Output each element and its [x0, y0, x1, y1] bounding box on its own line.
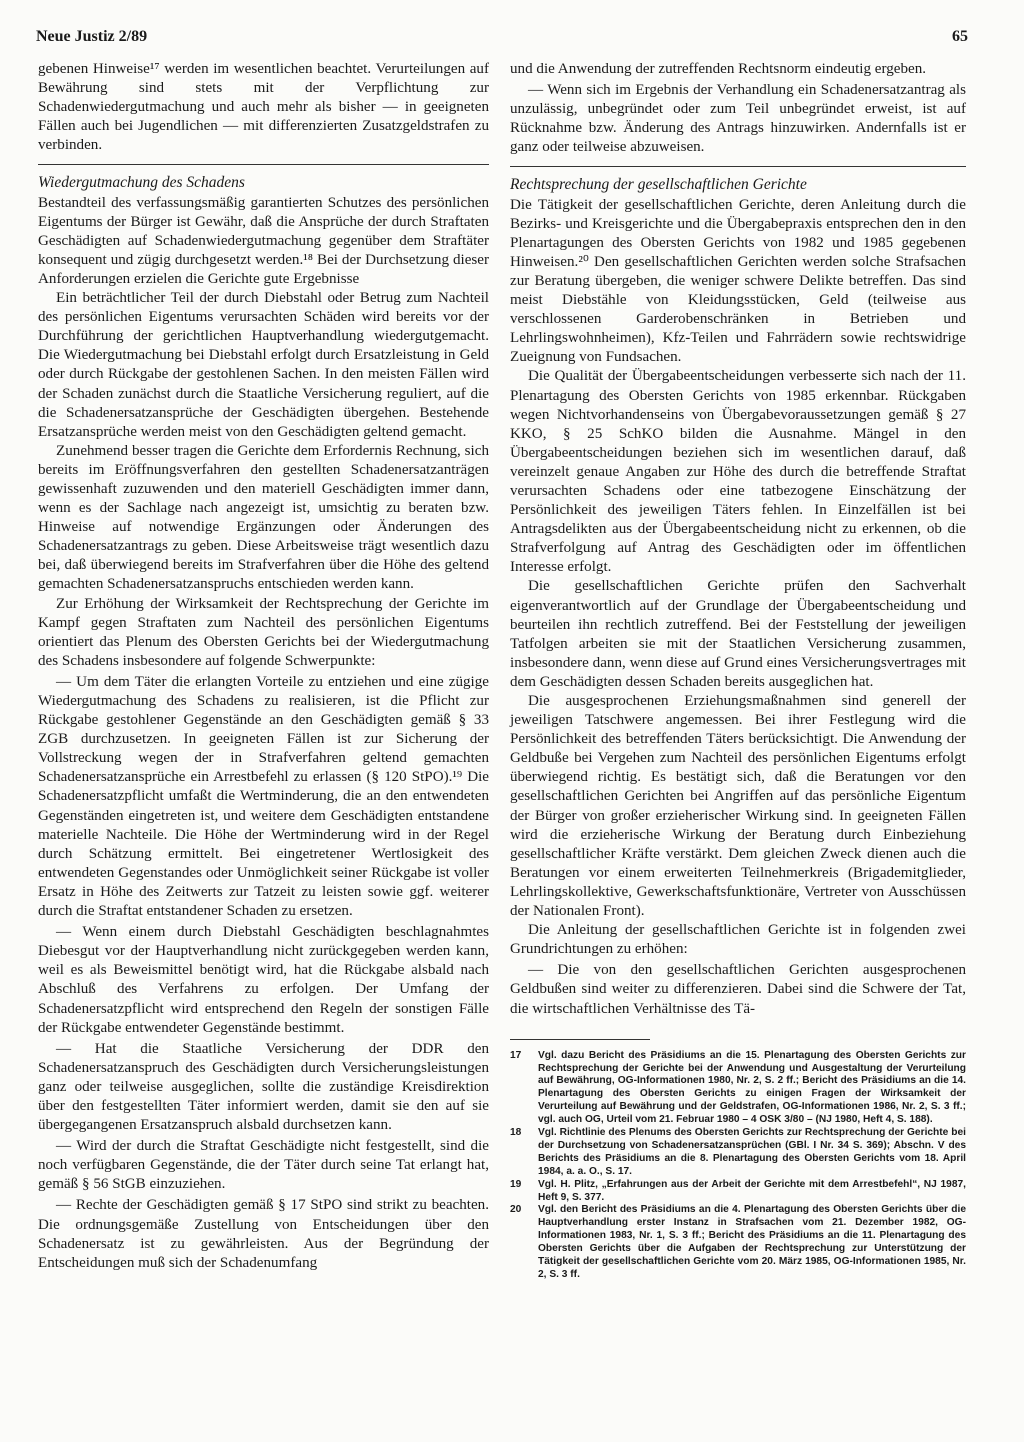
body-paragraph: Ein beträchtlicher Teil der durch Diebstahl oder Betrug zum Nachteil des persönlichen Eigentums verursachten Schäden wird bereits vor der Durchführung der gerichtlichen Hauptverhandlung wiedergutgemacht. Die Wiedergutmachung bei Diebstahl erfolgt durch Ersatzleistung in Geld oder durch Rückgabe der gestohlenen Sachen. In den meisten Fällen wird der Schaden zunächst durch die Staatliche Versicherung reguliert, auf die die Schadenersatzansprüche der Geschädigten übergehen. Bestehende Ersatzansprüche werden meist von den Geschädigten geltend gemacht.: [38, 290, 489, 440]
section-heading: Rechtsprechung der gesellschaftlichen Gerichte: [510, 176, 807, 194]
section-divider: [510, 166, 966, 167]
footnote-number: 20: [510, 1204, 522, 1216]
dash-item: — Hat die Staatliche Versicherung der DDR den Schadenersatzanspruch des Geschädigten durch Versicherungsleistungen ganz oder teilweise ausgeglichen, sollte die zuständige Kreisdirektion über den festgestellten Täter informiert werden, damit sie den auf sie übergegangenen Ersatzanspruch alsbald durchsetzen kann.: [38, 1040, 489, 1134]
footnote-text: Vgl. H. Plitz, „Erfahrungen aus der Arbeit der Gerichte mit dem Arrestbefehl“, NJ 1987, Heft 9, S. 377.: [538, 1178, 966, 1203]
left-column: [38, 60, 489, 1273]
dash-item: — Die von den gesellschaftlichen Gerichten ausgesprochenen Geldbußen sind weiter zu differenzieren. Dabei sind die Schwere der Tat, die wirtschaftlichen Verhältnisse des Tä-: [510, 962, 966, 1017]
footnote-number: 19: [510, 1178, 522, 1190]
footnote: [510, 1127, 966, 1179]
page-number: 65: [952, 28, 968, 45]
body-paragraph: Die gesellschaftlichen Gerichte prüfen den Sachverhalt eigenverantwortlich auf der Grundlage der Übergabeentscheidung und beurteilen ihn rechtlich zutreffend. Bei der Feststellung der jeweiligen Tatfolgen arbeiten sie mit der Staatlichen Versicherung zusammen, insbesondere dann, wenn diese auf Grund eines Versicherungsvertrages mit dem Geschädigten dessen Schaden bereits ausgeglichen hat.: [510, 578, 966, 690]
footnote-number: 17: [510, 1049, 522, 1061]
body-paragraph: Die Anleitung der gesellschaftlichen Gerichte ist in folgenden zwei Grundrichtungen zu erhöhen:: [510, 922, 966, 958]
footnote-text: Vgl. den Bericht des Präsidiums an die 4. Plenartagung des Obersten Gerichts über die Hauptverhandlung erster Instanz in Strafsachen vom 21. Dezember 1982, OG-Informationen 1983, Nr. 1, S. 3 ff.; Bericht des Präsidiums an die 11. Plenartagung des Obersten Gerichts über die Aufgaben der Rechtsprechung zur Unterstützung der Tätigkeit der gesellschaftlichen Gerichte vom 20. März 1985, OG-Informationen 1985, Nr. 2, S. 3 ff.: [538, 1204, 966, 1280]
body-paragraph: Die Qualität der Übergabeentscheidungen verbesserte sich nach der 11. Plenartagung des Obersten Gerichts von 1985 erkennbar. Rückgaben wegen Nichtvorhandenseins von Übergabevoraussetzungen gemäß § 27 KKO, § 25 SchKO bilden die Ausnahme. Mängel in den Übergabeentscheidungen beziehen sich im wesentlichen darauf, daß vereinzelt genaue Angaben zur Höhe des durch die betreffende Straftat verursachten Schadens oder eine tatbezogene Einschätzung der Persönlichkeit des jeweiligen Täters fehlen. In Einzelfällen ist bei Antragsdelikten aus der Übergabeentscheidung nicht zu erkennen, ob die Strafverfolgung auf Antrag des Geschädigten oder im öffentlichen Interesse erfolgt.: [510, 368, 966, 576]
running-header: [36, 28, 968, 54]
footnote: [510, 1204, 966, 1281]
dash-item: — Um dem Täter die erlangten Vorteile zu entziehen und eine zügige Wiedergutmachung des Schadens zu realisieren, ist die Pflicht zur Rückgabe gestohlener Gegenstände an den Geschädigten gemäß § 33 ZGB durchzusetzen. In geeigneten Fällen ist zur Sicherung der Vollstreckung wegen der in Strafverfahren geltend gemachten Schadenersatzansprüche ein Arrestbefehl zu erlassen (§ 120 StPO).¹⁹ Die Schadenersatzpflicht umfaßt die Wertminderung, die an den entwendeten Gegenständen eingetreten ist, und weitere dem Geschädigten entstandene materielle Nachteile. Die Höhe der Wertminderung wird in der Regel durch Schätzung ermittelt. Bei eingetretener Wertlosigkeit des entwendeten Gegenstandes oder Unmöglichkeit seiner Rückgabe ist voller Ersatz in Höhe des Zeitwerts zur Tatzeit zu leisten sowie ggf. weiterer durch die Straftat entstandener Schaden zu ersetzen.: [38, 673, 489, 920]
intro-paragraph: gebenen Hinweise¹⁷ werden im wesentlichen beachtet. Verurteilungen auf Bewährung sind stets mit der Verpflichtung zur Schadenwiedergutmachung und auch mehr als bisher — in geeigneten Fällen auch bei Jugendlichen — mit differenzierten Zusatzgeldstrafen zu verbinden.: [38, 61, 489, 154]
intro-paragraph: und die Anwendung der zutreffenden Rechtsnorm eindeutig ergeben.: [510, 61, 927, 77]
journal-title: Neue Justiz 2/89: [36, 28, 148, 45]
footnote: [510, 1050, 966, 1127]
dash-item: — Wird der durch die Straftat Geschädigte nicht festgestellt, sind die noch verfügbaren Gegenstände, die der Täter durch seine Tat erlangt hat, gemäß § 56 StGB einzuziehen.: [38, 1138, 489, 1193]
footnotes: [510, 1050, 966, 1282]
dash-item: — Wenn sich im Ergebnis der Verhandlung ein Schadenersatzantrag als unzulässig, unbegründet oder zum Teil unbegründet erweist, ist auf Rücknahme bzw. Änderung des Antrags hinzuwirken. Andernfalls ist er ganz oder teilweise abzuweisen.: [510, 82, 966, 156]
footnote-rule: [510, 1039, 650, 1040]
body-paragraph: Die ausgesprochenen Erziehungsmaßnahmen sind generell der jeweiligen Tatschwere angemessen. Bei ihrer Festlegung wird die Persönlichkeit des betreffenden Täters berücksichtigt. Die Anwendung der Geldbuße bei Vergehen zum Nachteil des persönlichen Eigentums erfolgt überwiegend richtig. Es bestätigt sich, daß die Beratungen vor den gesellschaftlichen Gerichten bei Angriffen auf das persönliche Eigentum der Bürger von großer erzieherischer Wirkung sind. In geeigneten Fällen wird die erzieherische Wirkung der Beratung durch Einbeziehung gesellschaftlicher Kräfte verstärkt. Dem gleichen Zweck dienen auch die Beratungen vor einem erweiterten Teilnehmerkreis (Brigademitglieder, Lehrlingskollektive, Gewerkschaftsfunktionäre, Vertreter von Ausschüssen der Nationalen Front).: [510, 693, 966, 920]
footnote: [510, 1179, 966, 1205]
footnote-text: Vgl. Richtlinie des Plenums des Obersten Gerichts zur Rechtsprechung der Gerichte bei der Durchsetzung von Schadenersatzansprüchen (GBl. I Nr. 34 S. 369); Abschn. V des Berichts des Präsidiums an die 8. Plenartagung des Obersten Gerichts vom 18. April 1984, a. a. O., S. 17.: [538, 1127, 966, 1177]
dash-item: — Rechte der Geschädigten gemäß § 17 StPO sind strikt zu beachten. Die ordnungsgemäße Zustellung von Entscheidungen über den Schadenersatz ist zu gewährleisten. Aus der Begründung der Entscheidungen muß sich der Schadenumfang: [38, 1197, 489, 1271]
footnote-text: Vgl. dazu Bericht des Präsidiums an die 15. Plenartagung des Obersten Gerichts zur Rechtsprechung der Gerichte bei der Anwendung und Ausgestaltung der Verurteilung auf Bewährung, OG-Informationen 1980, Nr. 2, S. 2 ff.; Bericht des Präsidiums an die 14. Plenartagung des Obersten Gerichts zu einigen Fragen der Wirksamkeit der Verurteilung auf Bewährung und der Geldstrafen, OG-Informationen 1986, Nr. 2, S. 3 ff.; vgl. auch OG, Urteil vom 21. Februar 1980 – 4 OSK 3/80 – (NJ 1980, Heft 4, S. 188).: [538, 1049, 966, 1126]
section-heading: Wiedergutmachung des Schadens: [38, 174, 245, 192]
right-column: [510, 60, 966, 1282]
body-paragraph: Zur Erhöhung der Wirksamkeit der Rechtsprechung der Gerichte im Kampf gegen Straftaten zum Nachteil des persönlichen Eigentums orientiert das Plenum des Obersten Gerichts bei der Wiedergutmachung des Schadens insbesondere auf folgende Schwerpunkte:: [38, 595, 489, 669]
body-paragraph: Zunehmend besser tragen die Gerichte dem Erfordernis Rechnung, sich bereits im Eröffnungsverfahren den gestellten Schadenersatzanträgen gewissenhaft zuzuwenden und den materiell Geschädigten immer dann, wenn es der Sachlage nach angezeigt ist, umsichtig zu beraten bzw. Hinweise auf notwendige Ergänzungen oder Änderungen des Schadenersatzantrags zu geben. Diese Arbeitsweise trägt wesentlich dazu bei, daß überwiegend bereits im Strafverfahren über die Höhe des geltend gemachten Schadenersatzanspruchs entschieden werden kann.: [38, 442, 489, 593]
section-divider: [38, 164, 489, 165]
body-paragraph: Die Tätigkeit der gesellschaftlichen Gerichte, deren Anleitung durch die Bezirks- und Kreisgerichte und die Übergabepraxis entsprechen den in den Plenartagungen des Obersten Gerichts von 1982 und 1985 gegebenen Hinweisen.²⁰ Den gesellschaftlichen Gerichten werden solche Strafsachen zur Beratung übergeben, die weniger schwere Delikte betreffen. Das sind meist Diebstähle von Kleidungsstücken, Geld (teilweise aus verschlossenen Garderobenschränken in Betrieben und Lehrlingswohnheimen), Kfz-Teilen und Fahrrädern sowie rechtswidrige Zueignung von Fundsachen.: [510, 196, 966, 366]
dash-item: — Wenn einem durch Diebstahl Geschädigten beschlagnahmtes Diebesgut vor der Hauptverhandlung nicht zurückgegeben werden kann, weil es als Beweismittel benötigt wird, hat die Rückgabe alsbald nach Abschluß des Verfahrens zu erfolgen. Der Umfang der Schadenersatzpflicht wird entsprechend den Regeln der sonstigen Fälle der Rückgabe entwendeter Gegenstände bestimmt.: [38, 924, 489, 1036]
footnote-number: 18: [510, 1127, 522, 1139]
body-paragraph: Bestandteil des verfassungsmäßig garantierten Schutzes des persönlichen Eigentums der Bürger ist Gewähr, daß die Ansprüche der durch Straftaten Geschädigten auf Schadenwiedergutmachung gegenüber dem Straftäter konsequent und zügig durchgesetzt werden.¹⁸ Bei der Durchsetzung dieser Anforderungen erzielen die Gerichte gute Ergebnisse: [38, 194, 489, 287]
